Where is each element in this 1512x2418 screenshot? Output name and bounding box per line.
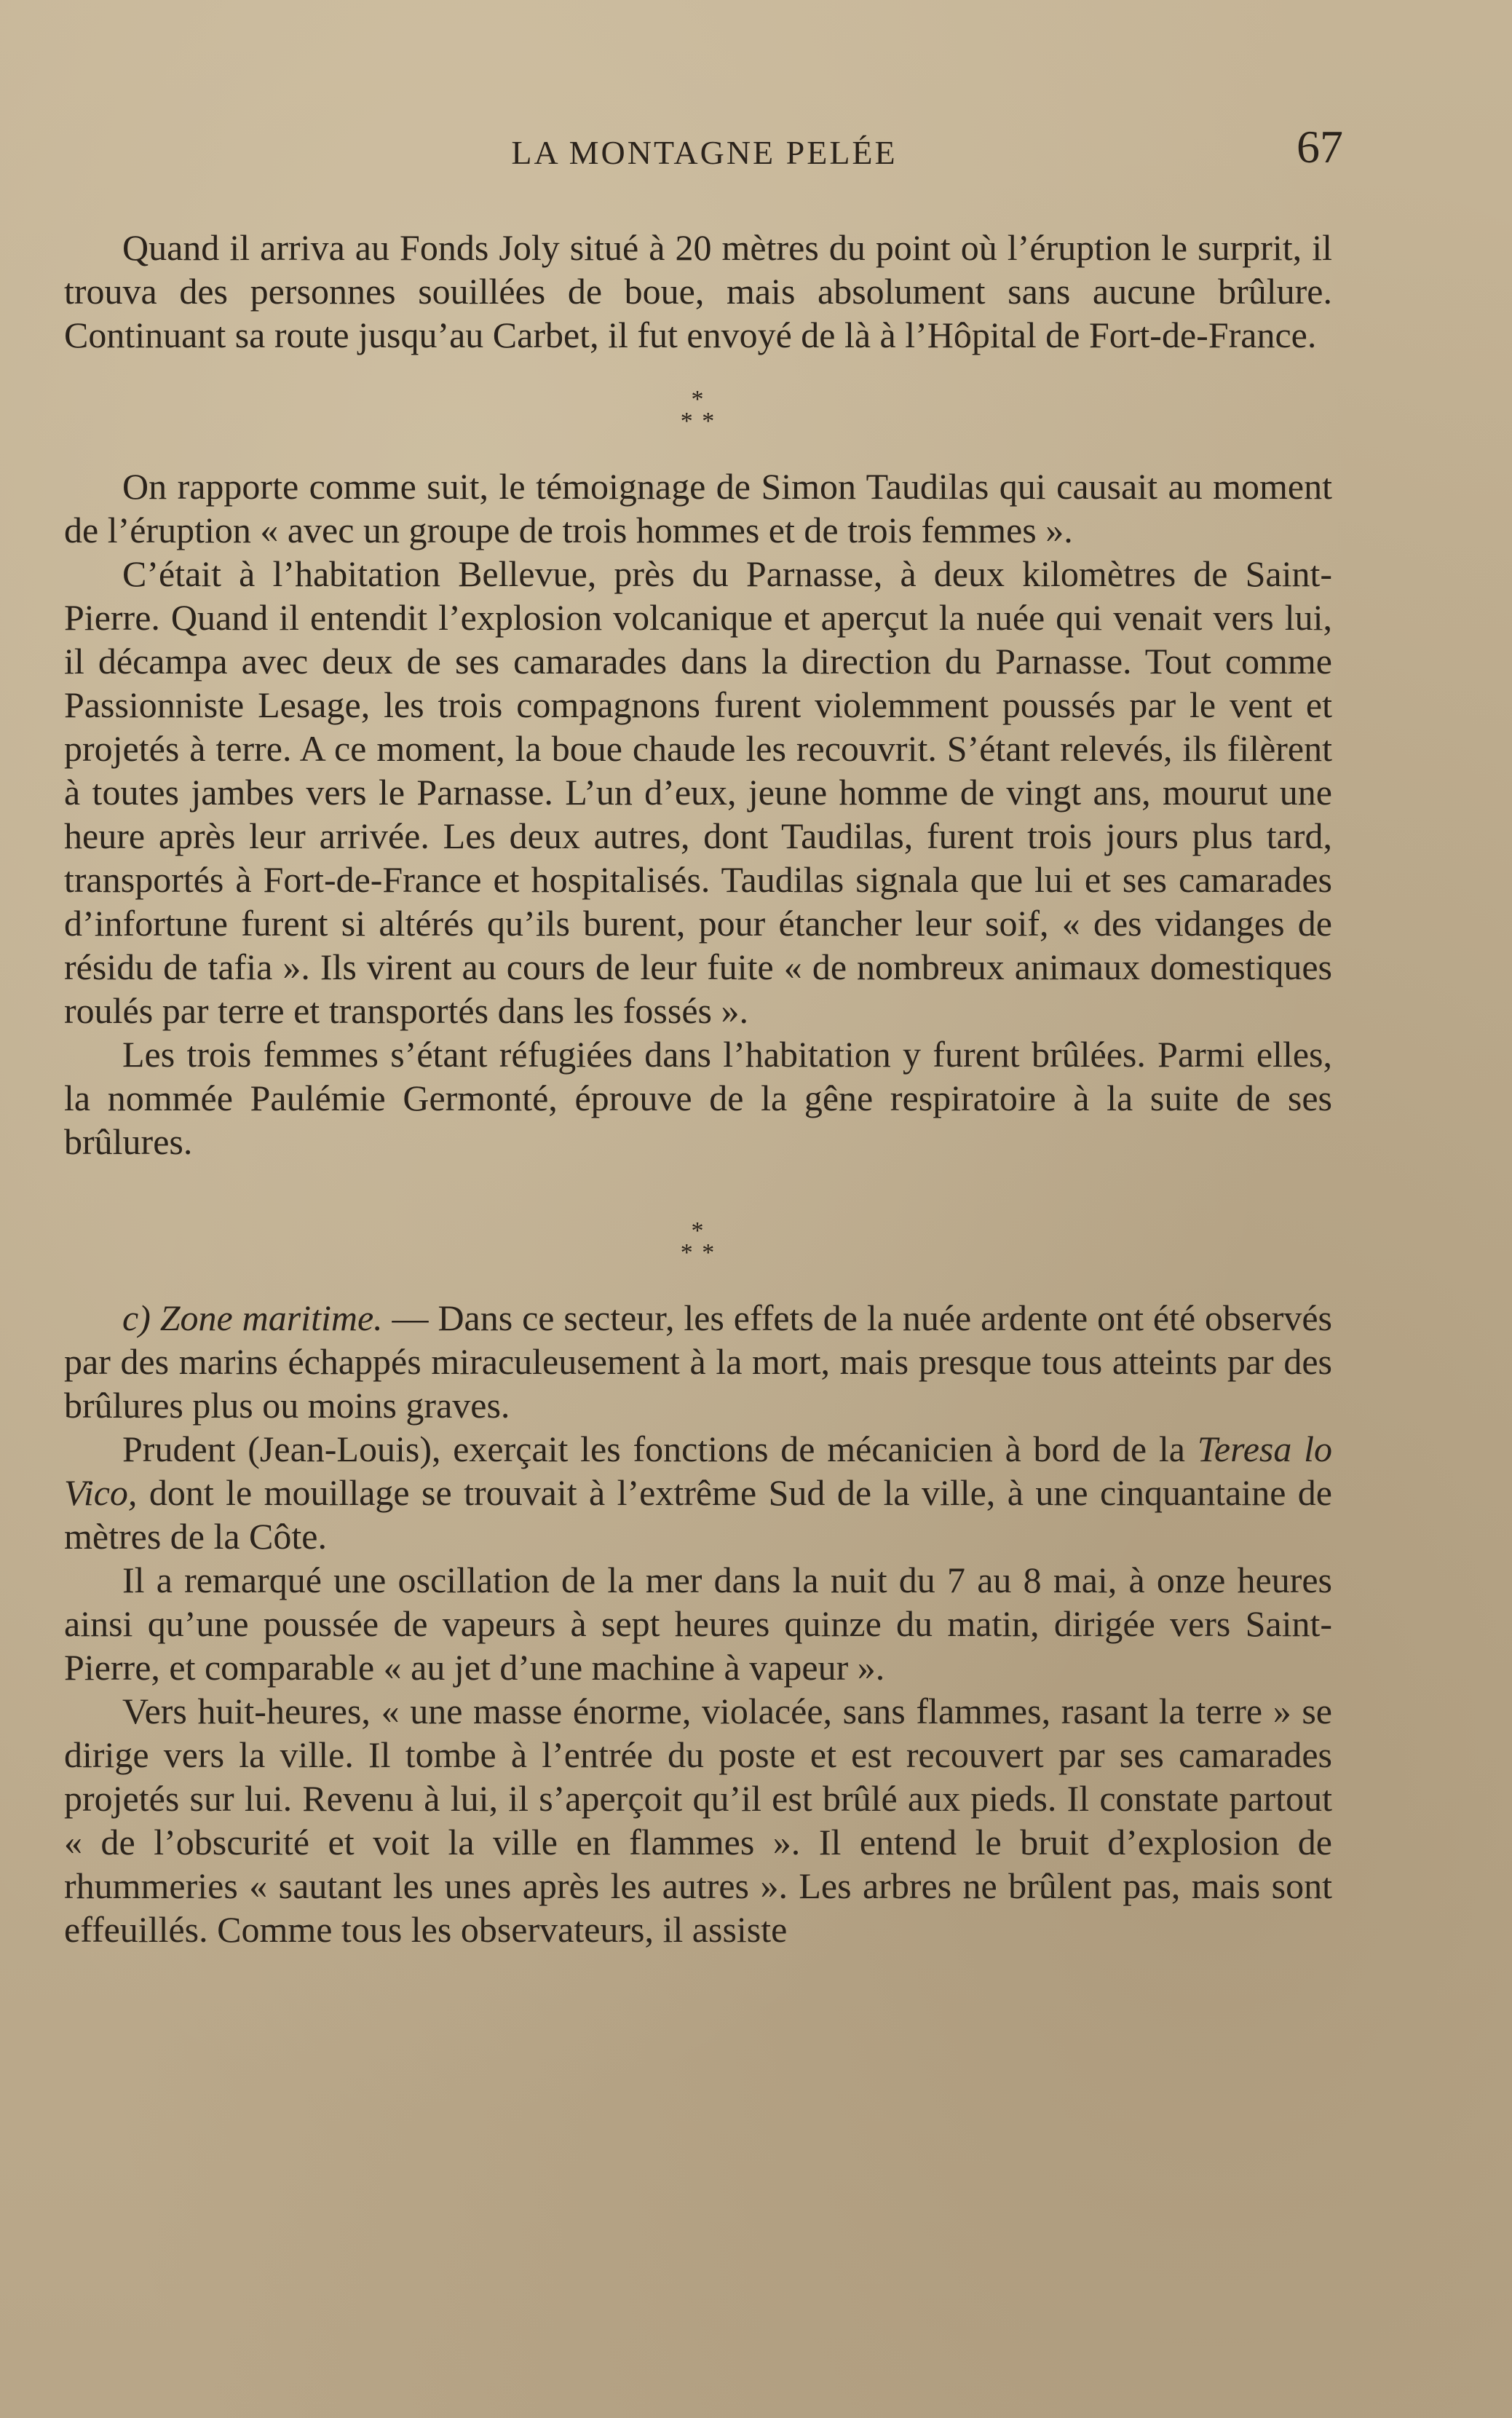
prudent-text-end: dont le mouillage se trouvait à l’extrême Sud de la ville, à une cinquantaine de mètres de la Côte. [64,1472,1332,1557]
paragraph-taudilas-testimony: On rapporte comme suit, le témoignage de Simon Taudilas qui causait au moment de l’éruption « avec un groupe de trois hommes et de trois femmes ». [64,466,1332,550]
paragraph-arrival-fonds-joly: Quand il arriva au Fonds Joly situé à 20 mètres du point où l’éruption le surprit, il trouva des personnes souillées de boue, mais absolument sans aucune brûlure. Continuant sa route jusqu’au Carbet, il fut envoyé de là à l’Hôpital de Fort-de-France. [64,227,1332,355]
asterism-bottom-stars: * * [680,1239,716,1266]
page-header [66,120,1343,186]
page-number: 67 [1297,121,1343,173]
section-label-zone-maritime: c) Zone maritime. [122,1297,383,1338]
asterism-bottom-stars: * * [680,408,716,435]
prudent-text-start: Prudent (Jean-Louis), exerçait les fonctions de mécanicien à bord de la [122,1429,1198,1469]
asterism-top-star: * [691,386,705,413]
asterism-top-star: * [691,1217,705,1244]
paragraph-zone-maritime [64,1296,1332,1427]
body-text [64,226,1332,1951]
paragraph-huit-heures: Vers huit-heures, « une masse énorme, violacée, sans flammes, rasant la terre » se dirige vers la ville. Il tombe à l’entrée du poste et est recouvert par ses camarades projetés sur lui. Revenu à lui, il s’aperçoit qu’il est brûlé aux pieds. Il constate partout « de l’obscurité et voit la ville en flammes ». Il entend le bruit d’explosion de rhummeries « sautant les unes après les autres ». Les arbres ne brûlent pas, mais sont effeuillés. Comme tous les observateurs, il assiste [64,1691,1332,1950]
paragraph-three-women: Les trois femmes s’étant réfugiées dans l’habitation y furent brûlées. Parmi elles, la nommée Paulémie Germonté, éprouve de la gêne respiratoire à la suite de ses brûlures. [64,1034,1332,1162]
zone-maritime-text: — Dans ce secteur, les effets de la nuée ardente ont été observés par des marins échappés miraculeusement à la mort, mais presque tous atteints par des brûlures plus ou moins graves. [64,1297,1333,1426]
paragraph-sea-oscillation: Il a remarqué une oscillation de la mer dans la nuit du 7 au 8 mai, à onze heures ainsi qu’une poussée de vapeurs à sept heures quinze du matin, dirigée vers Saint-Pierre, et comparable « au jet d’une machine à vapeur ». [64,1560,1332,1688]
section-separator-asterism [64,357,1332,465]
running-title: LA MONTAGNE PELÉE [511,134,898,171]
section-separator-asterism [64,1188,1332,1296]
ship-name: Teresa lo Vico, [64,1429,1332,1513]
paragraph-habitation-bellevue: C’était à l’habitation Bellevue, près du Parnasse, à deux kilomètres de Saint-Pierre. Quand il entendit l’explosion volcanique et aperçut la nuée qui venait vers lui, il décampa avec deux de ses camarades dans la direction du Parnasse. Tout comme Passionniste Lesage, les trois compagnons furent violemment poussés par le vent et projetés à terre. A ce moment, la boue chaude les recouvrit. S’étant relevés, ils filèrent à toutes jambes vers le Parnasse. L’un d’eux, jeune homme de vingt ans, mourut une heure après leur arrivée. Les deux autres, dont Taudilas, furent trois jours plus tard, transportés à Fort-de-France et hospitalisés. Taudilas signala que lui et ses camarades d’infortune furent si altérés qu’ils burent, pour étancher leur soif, « des vidanges de résidu de tafia ». Ils virent au cours de leur fuite « de nombreux animaux domestiques roulés par terre et transportés dans les fossés ». [64,553,1332,1031]
paragraph-prudent [64,1427,1332,1558]
